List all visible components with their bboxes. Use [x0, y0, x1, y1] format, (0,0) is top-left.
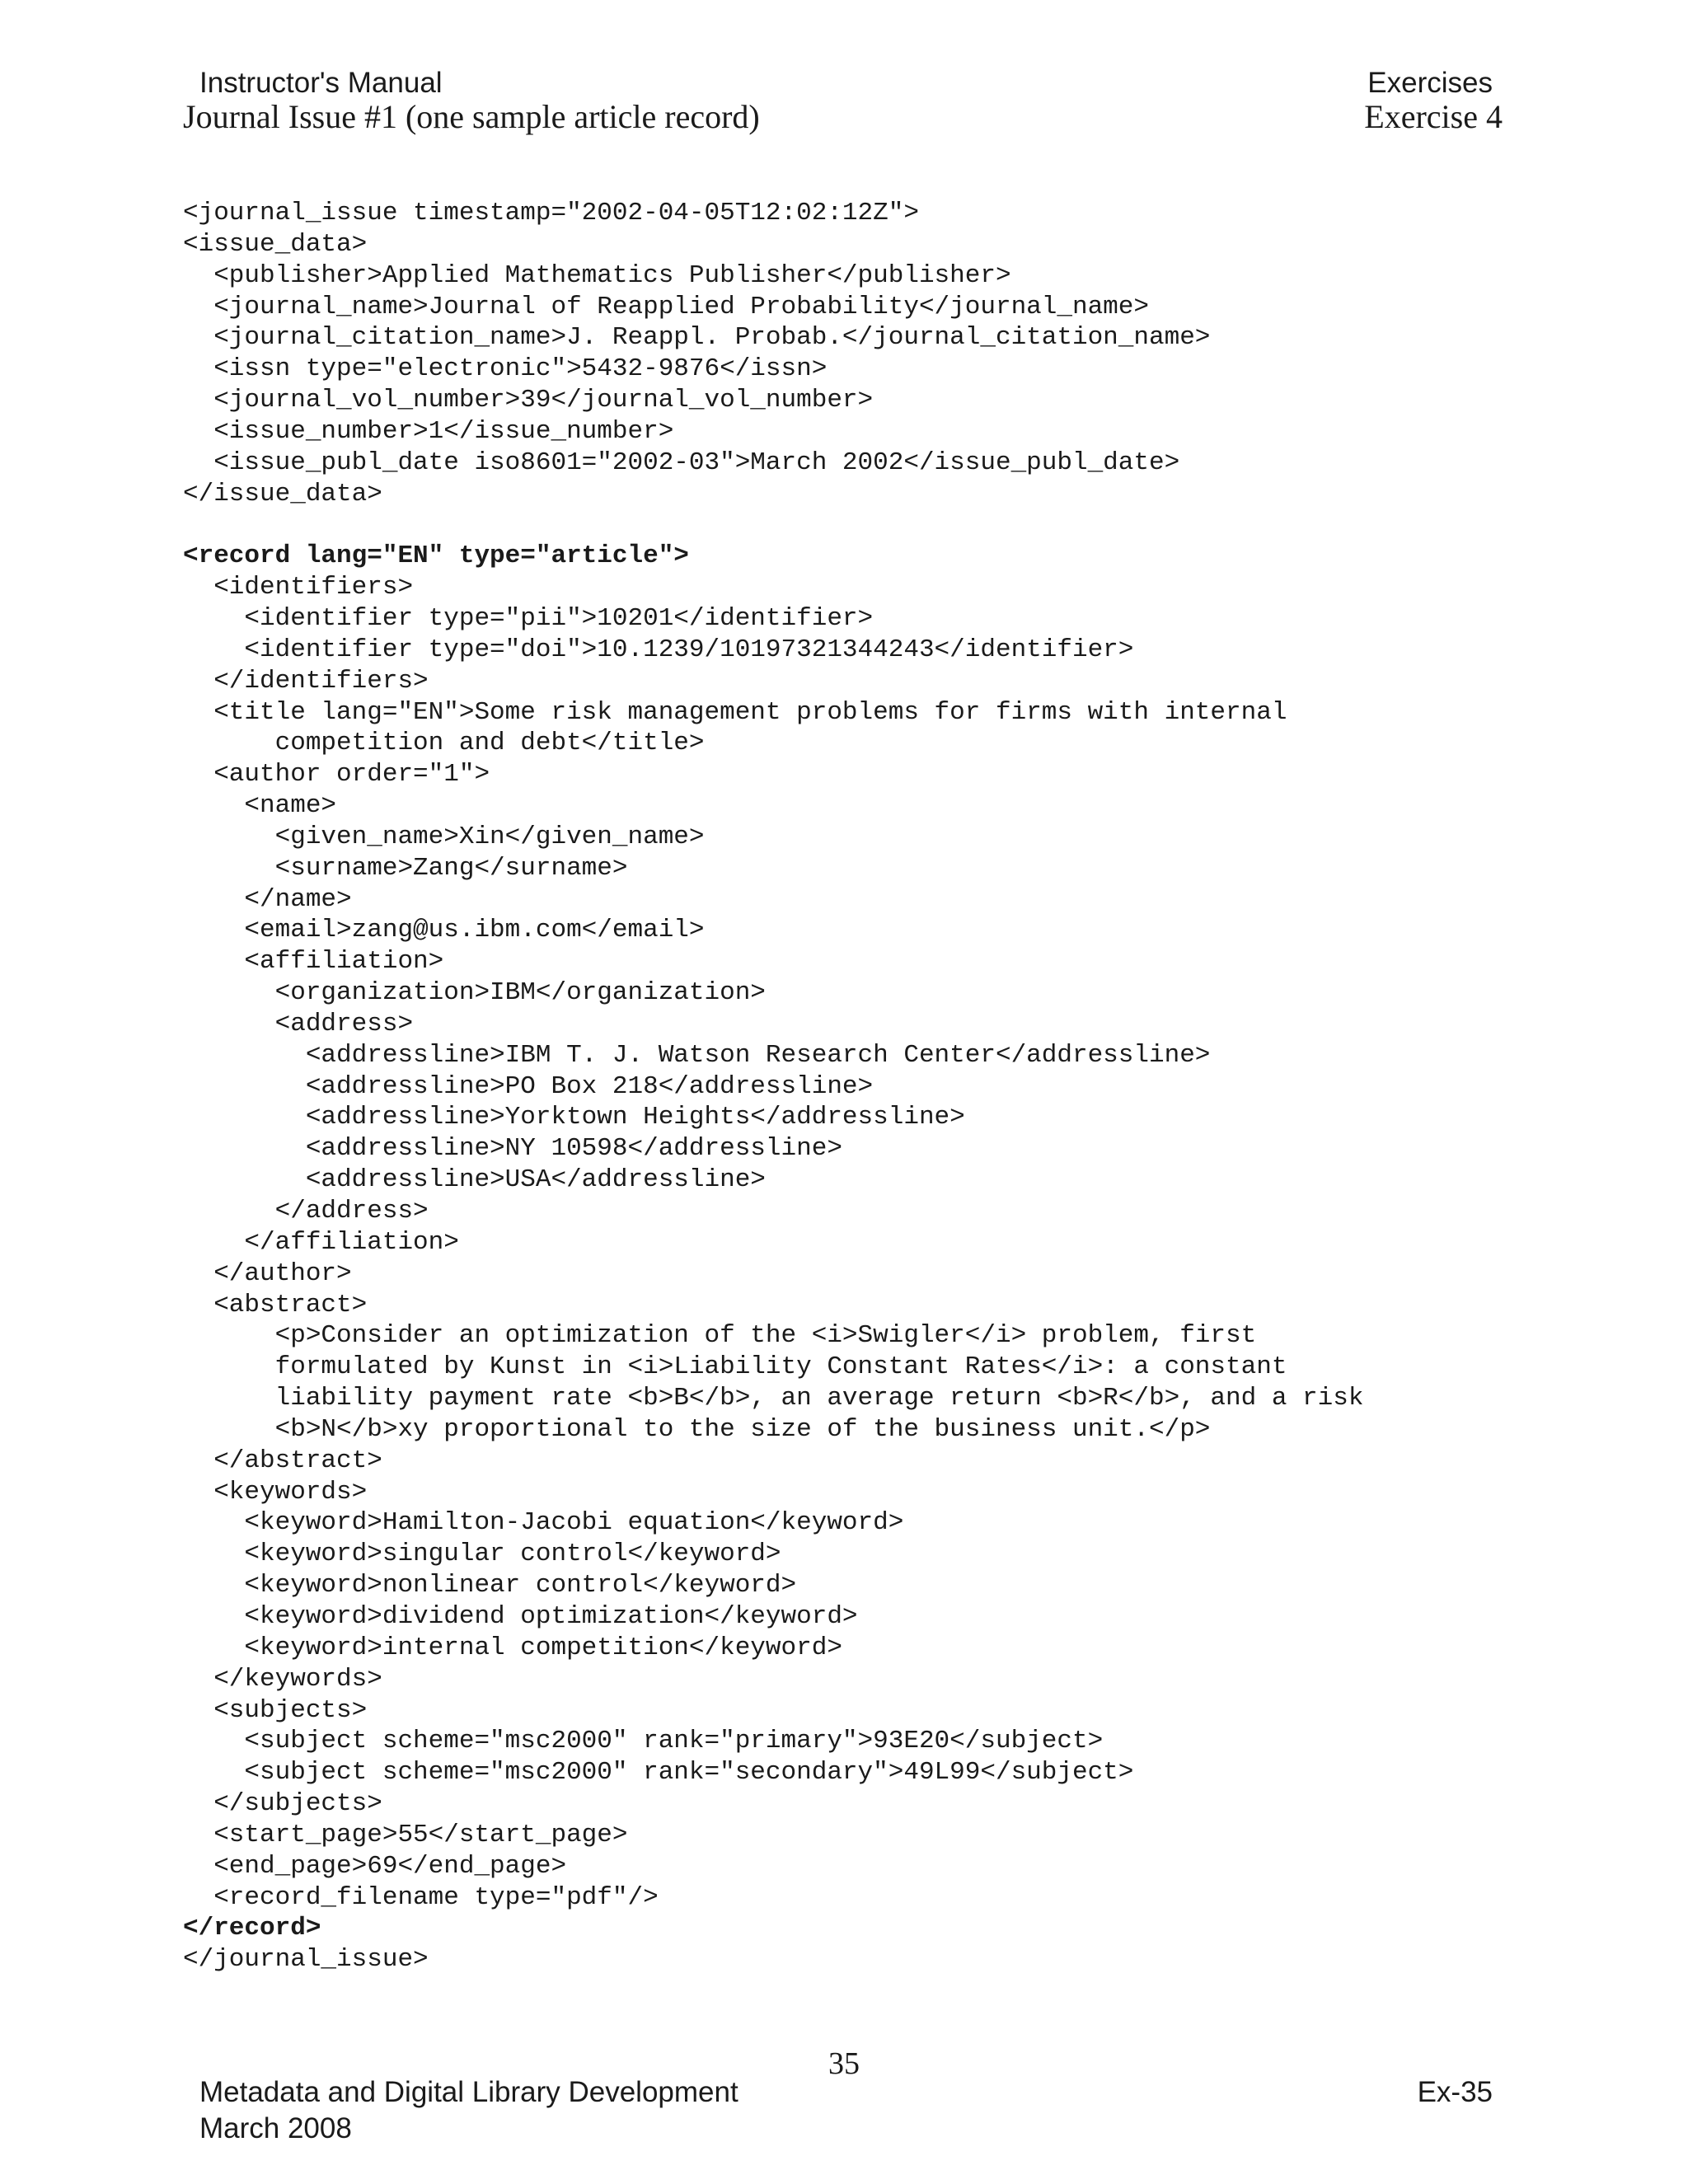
code-line: <keywords>: [183, 1477, 368, 1507]
code-line: formulated by Kunst in <i>Liability Constant Rates</i>: a constant: [183, 1352, 1287, 1382]
code-line: <addressline>USA</addressline>: [183, 1165, 766, 1195]
header-manual-label: Instructor's Manual: [199, 67, 443, 99]
code-line: </keywords>: [183, 1664, 382, 1694]
code-line: <identifiers>: [183, 573, 414, 602]
code-line: <journal_issue timestamp="2002-04-05T12:02:12Z">: [183, 199, 919, 227]
code-line: </affiliation>: [183, 1227, 459, 1257]
code-line: </address>: [183, 1197, 429, 1226]
exercise-label: Exercise 4: [1364, 98, 1503, 135]
code-line: </record>: [183, 1914, 321, 1943]
code-line: <keyword>singular control</keyword>: [183, 1540, 781, 1569]
xml-code-block: [183, 198, 1363, 1975]
code-line: <organization>IBM</organization>: [183, 978, 766, 1008]
code-line: </author>: [183, 1258, 352, 1288]
code-line: <email>zang@us.ibm.com</email>: [183, 916, 705, 945]
page-title: Journal Issue #1 (one sample article record): [183, 98, 760, 135]
code-line: <b>N</b>xy proportional to the size of the business unit.</p>: [183, 1414, 1211, 1444]
code-line: <end_page>69</end_page>: [183, 1851, 567, 1881]
code-line: <keyword>nonlinear control</keyword>: [183, 1571, 797, 1601]
footer-page-ref: Ex-35: [1417, 2076, 1493, 2108]
code-line: <subject scheme="msc2000" rank="secondary">49L99</subject>: [183, 1758, 1134, 1788]
code-line: </identifiers>: [183, 666, 429, 696]
code-line: <record lang="EN" type="article">: [183, 541, 689, 571]
code-line: <subject scheme="msc2000" rank="primary">93E20</subject>: [183, 1727, 1104, 1756]
code-line: <journal_vol_number>39</journal_vol_number>: [183, 386, 874, 415]
code-line: <record_filename type="pdf"/>: [183, 1882, 659, 1912]
code-line: </subjects>: [183, 1789, 382, 1819]
code-line: <affiliation>: [183, 947, 444, 977]
header-section-label: Exercises: [1367, 67, 1493, 99]
code-line: <publisher>Applied Mathematics Publisher</publisher>: [183, 260, 1011, 290]
code-line: <title lang="EN">Some risk management problems for firms with internal: [183, 697, 1287, 727]
code-line: </issue_data>: [183, 479, 382, 509]
code-line: <addressline>IBM T. J. Watson Research Center</addressline>: [183, 1040, 1211, 1070]
code-line: liability payment rate <b>B</b>, an average return <b>R</b>, and a risk: [183, 1384, 1364, 1413]
footer-date: March 2008: [199, 2112, 352, 2144]
code-line: competition and debt</title>: [183, 729, 705, 758]
code-line: <addressline>Yorktown Heights</addressline>: [183, 1103, 965, 1132]
code-line: <address>: [183, 1009, 414, 1038]
code-line: <keyword>dividend optimization</keyword>: [183, 1601, 858, 1631]
code-line: <keyword>Hamilton-Jacobi equation</keyword>: [183, 1508, 904, 1538]
code-line: <given_name>Xin</given_name>: [183, 822, 705, 851]
code-line: </abstract>: [183, 1446, 382, 1475]
code-line: <identifier type="doi">10.1239/10197321344243</identifier>: [183, 635, 1134, 664]
code-line: <keyword>internal competition</keyword>: [183, 1633, 842, 1662]
code-line: <journal_citation_name>J. Reappl. Probab.</journal_citation_name>: [183, 323, 1211, 353]
footer-course-title: Metadata and Digital Library Development: [199, 2076, 738, 2108]
code-line: <surname>Zang</surname>: [183, 853, 628, 883]
code-line: <name>: [183, 791, 337, 821]
code-line: <issn type="electronic">5432-9876</issn>: [183, 354, 828, 384]
code-line: <issue_number>1</issue_number>: [183, 416, 674, 446]
code-line: [183, 509, 1363, 541]
code-line: <abstract>: [183, 1290, 368, 1319]
code-line: </name>: [183, 884, 352, 914]
code-line: <issue_publ_date iso8601="2002-03">March 2002</issue_publ_date>: [183, 448, 1180, 477]
code-line: <start_page>55</start_page>: [183, 1820, 628, 1849]
code-line: <addressline>NY 10598</addressline>: [183, 1134, 842, 1164]
code-line: <addressline>PO Box 218</addressline>: [183, 1071, 874, 1101]
code-line: <journal_name>Journal of Reapplied Probability</journal_name>: [183, 292, 1149, 321]
code-line: <subjects>: [183, 1695, 368, 1725]
code-line: <identifier type="pii">10201</identifier>: [183, 603, 874, 633]
code-line: <issue_data>: [183, 229, 368, 259]
page-number: 35: [828, 2046, 860, 2081]
code-line: <author order="1">: [183, 760, 490, 790]
code-line: </journal_issue>: [183, 1945, 429, 1975]
code-line: <p>Consider an optimization of the <i>Swigler</i> problem, first: [183, 1321, 1257, 1351]
